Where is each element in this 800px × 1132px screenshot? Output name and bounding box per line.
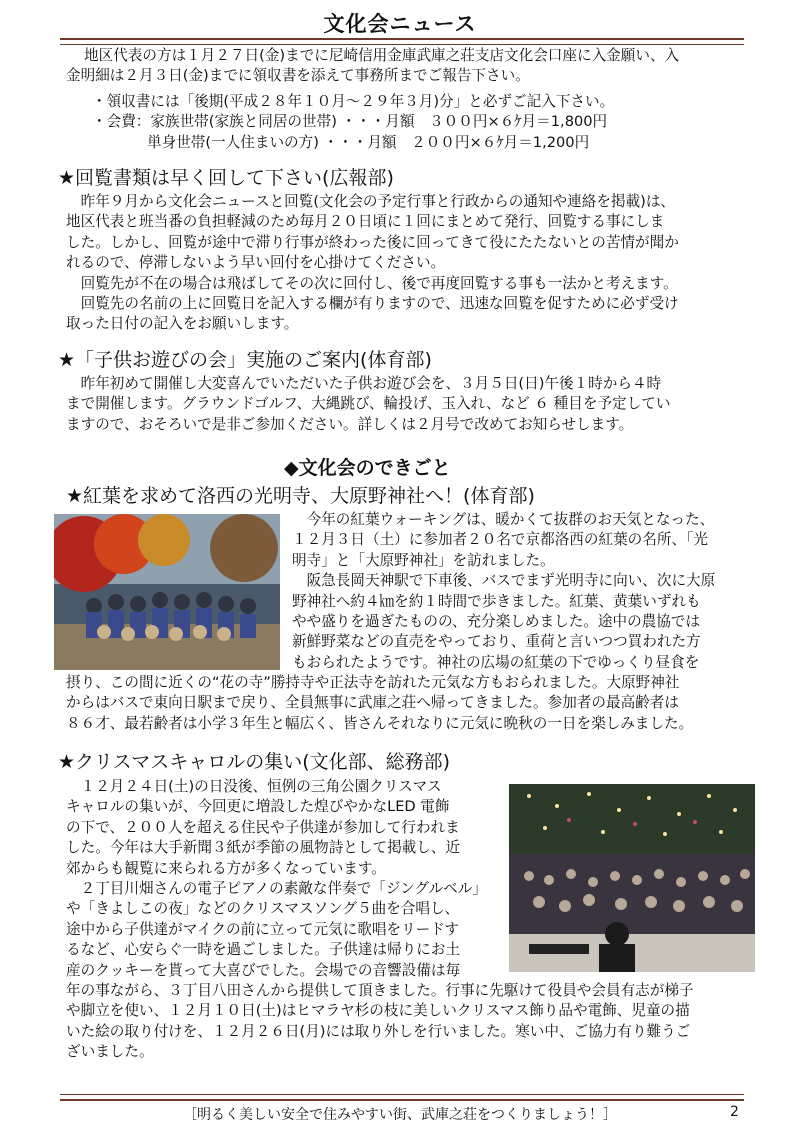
single-fee: 単身世帯(一人住まいの方) ・・・月額 ２００円×６ｹ月＝1,200円 bbox=[147, 134, 590, 151]
christmas-full-text bbox=[66, 981, 766, 1063]
footer-slogan: ［明るく美しい安全で住みやすい街、武庫之荘をつくりましょう！］ bbox=[183, 1107, 617, 1123]
page-title: 文化会ニュース bbox=[323, 12, 477, 36]
carol-concert-photo bbox=[509, 784, 755, 972]
events-heading: ◆文化会のできごと bbox=[284, 457, 451, 479]
text-line: ますので、おそろいで是非ご参加ください。詳しくは２月号で改めてお知らせします。 bbox=[66, 415, 634, 433]
christmas-side-text bbox=[66, 777, 502, 981]
text-line: 昨年９月から文化会ニュースと回覧(文化会の予定行事と行政からの通知や連絡を掲載)は、 bbox=[66, 193, 676, 210]
text-line: した。しかし、回覧が途中で滞り行事が終わった後に回ってきて役にたたないとの苦情が聞か bbox=[66, 233, 679, 251]
text-line: 昨年初めて開催し大変喜んでいただいた子供お遊び会を、３月５日(日)午後１時から４時 bbox=[66, 375, 662, 392]
text-line: 年の事ながら、３丁目八田さんから提供して頂きました。行事に先駆けて役員や会員有志が梯子 bbox=[66, 982, 694, 999]
text-line: の下で、２００人を超える住民や子供達が参加して行われま bbox=[66, 818, 460, 836]
text-line: 摂り、この間に近くの“花の寺”勝持寺や正法寺を訪れた元気な方もおられました。大原野神社 bbox=[66, 674, 680, 691]
page-number: 2 bbox=[730, 1104, 739, 1120]
receipt-note: ・領収書には「後期(平成２８年１０月〜２９年３月)分」と必ずご記入下さい。 bbox=[92, 93, 615, 110]
text-line: １２月２４日(土)の日没後、恒例の三角公園クリスマス bbox=[66, 778, 442, 795]
text-line: 途中から子供達がマイクの前に立って元気に歌唱をリードす bbox=[66, 920, 460, 938]
fees-intro-line: 地区代表の方は１月２７日(金)までに尼崎信用金庫武庫之荘支店文化会口座に入金願い、入 bbox=[84, 47, 680, 64]
text-line: や「きよしこの夜」などのクリスマスソング５曲を合唱し、 bbox=[66, 900, 460, 918]
top-rule bbox=[60, 38, 744, 45]
text-line: 取った日付の記入をお願いします。 bbox=[66, 315, 299, 333]
text-line: ２丁目川畑さんの電子ピアノの素敵な伴奏で「ジングルベル」 bbox=[66, 880, 487, 898]
kids-heading: ★「子供お遊びの会」実施のご案内(体育部) bbox=[58, 349, 432, 371]
text-line: まで開催します。グラウンドゴルフ、大縄跳び、輪投げ、玉入れ、など ６ 種目を予定してい bbox=[66, 395, 671, 413]
text-line: るなど、心安らぐ一時を過ごしました。子供達は帰りにお土 bbox=[66, 941, 461, 959]
family-fee: ・会費：家族世帯(家族と同居の世帯) ・・・月額 ３００円×６ｹ月＝1,800円 bbox=[92, 113, 608, 130]
circular-body bbox=[66, 192, 766, 335]
text-line: 回覧先が不在の場合は飛ばしてその次に回付し、後で再度回覧する事も一法かと考えます。 bbox=[66, 274, 678, 292]
text-line: 回覧先の名前の上に回覧日を記入する欄が有りますので、迅速な回覧を促すために必ず受け bbox=[66, 295, 679, 313]
text-line: １２月３日（土）に参加者２０名で京都洛西の紅葉の名所、「光 bbox=[292, 531, 708, 549]
text-line: からはバスで東向日駅まで戻り、全員無事に武庫之荘へ帰ってきました。参加者の最高齢者は bbox=[66, 694, 679, 712]
group-photo-icon bbox=[54, 514, 280, 670]
text-line: れるので、停滞しないよう早い回付を心掛けてください。 bbox=[66, 254, 446, 272]
text-line: キャロルの集いが、今回更に増設した煌びやかなLED 電飾 bbox=[66, 798, 450, 816]
autumn-heading: ★紅葉を求めて洛西の光明寺、大原野神社へ！(体育部) bbox=[66, 485, 535, 507]
christmas-heading: ★クリスマスキャロルの集い(文化部、総務部) bbox=[58, 751, 451, 773]
fees-intro bbox=[66, 46, 756, 87]
text-line: 産のクッキーを貰って大喜びでした。会場での音響設備は毎 bbox=[66, 961, 461, 979]
kids-body bbox=[66, 374, 766, 435]
text-line: や脚立を使い、１２月１０日(土)はヒマラヤ杉の枝に美しいクリスマス飾り品や電飾、児童の描 bbox=[66, 1002, 690, 1020]
text-line: もおられたようです。神社の広場の紅葉の下でゆっくり昼食を bbox=[292, 653, 700, 671]
text-line: ８６才、最若齢者は小学３年生と幅広く、皆さんそれなりに元気に晩秋の一日を楽しみました。 bbox=[66, 714, 694, 732]
carol-photo-icon bbox=[509, 784, 755, 972]
circular-heading: ★回覧書類は早く回して下さい(広報部) bbox=[58, 167, 394, 189]
fees-intro-line: 金明細は２月３日(金)までに領収書を添えて事務所までご報告下さい。 bbox=[66, 67, 530, 85]
autumn-side-text bbox=[292, 510, 762, 673]
text-line: ざいました。 bbox=[66, 1043, 154, 1061]
text-line: 郊からも観覧に来られる方が多くなっています。 bbox=[66, 859, 386, 877]
group-photo bbox=[54, 514, 280, 670]
text-line: した。今年は大手新聞３紙が季節の風物詩として掲載し、近 bbox=[66, 839, 461, 857]
text-line: 野神社へ約４㎞を約１時間で歩きました。紅葉、黄葉いずれも bbox=[292, 592, 701, 610]
text-line: いた絵の取り付けを、１２月２６日(月)には取り外しを行いました。寒い中、ご協力有り難うご bbox=[66, 1022, 691, 1040]
text-line: 今年の紅葉ウォーキングは、暖かくて抜群のお天気となった、 bbox=[292, 511, 715, 528]
text-line: 明寺」と「大原野神社」を訪れました。 bbox=[292, 551, 555, 569]
text-line: やや盛りを過ぎたものの、充分楽しめました。途中の農協では bbox=[292, 613, 701, 631]
bottom-rule bbox=[60, 1094, 744, 1101]
autumn-full-text bbox=[66, 673, 766, 734]
text-line: 阪急長岡天神駅で下車後、バスでまず光明寺に向い、次に大原 bbox=[292, 572, 716, 590]
text-line: 新鮮野菜などの直売をやっており、重荷と言いつつ買われた方 bbox=[292, 633, 701, 651]
text-line: 地区代表と班当番の負担軽減のため毎月２０日頃に１回にまとめて発行、回覧する事にしま bbox=[66, 213, 665, 231]
